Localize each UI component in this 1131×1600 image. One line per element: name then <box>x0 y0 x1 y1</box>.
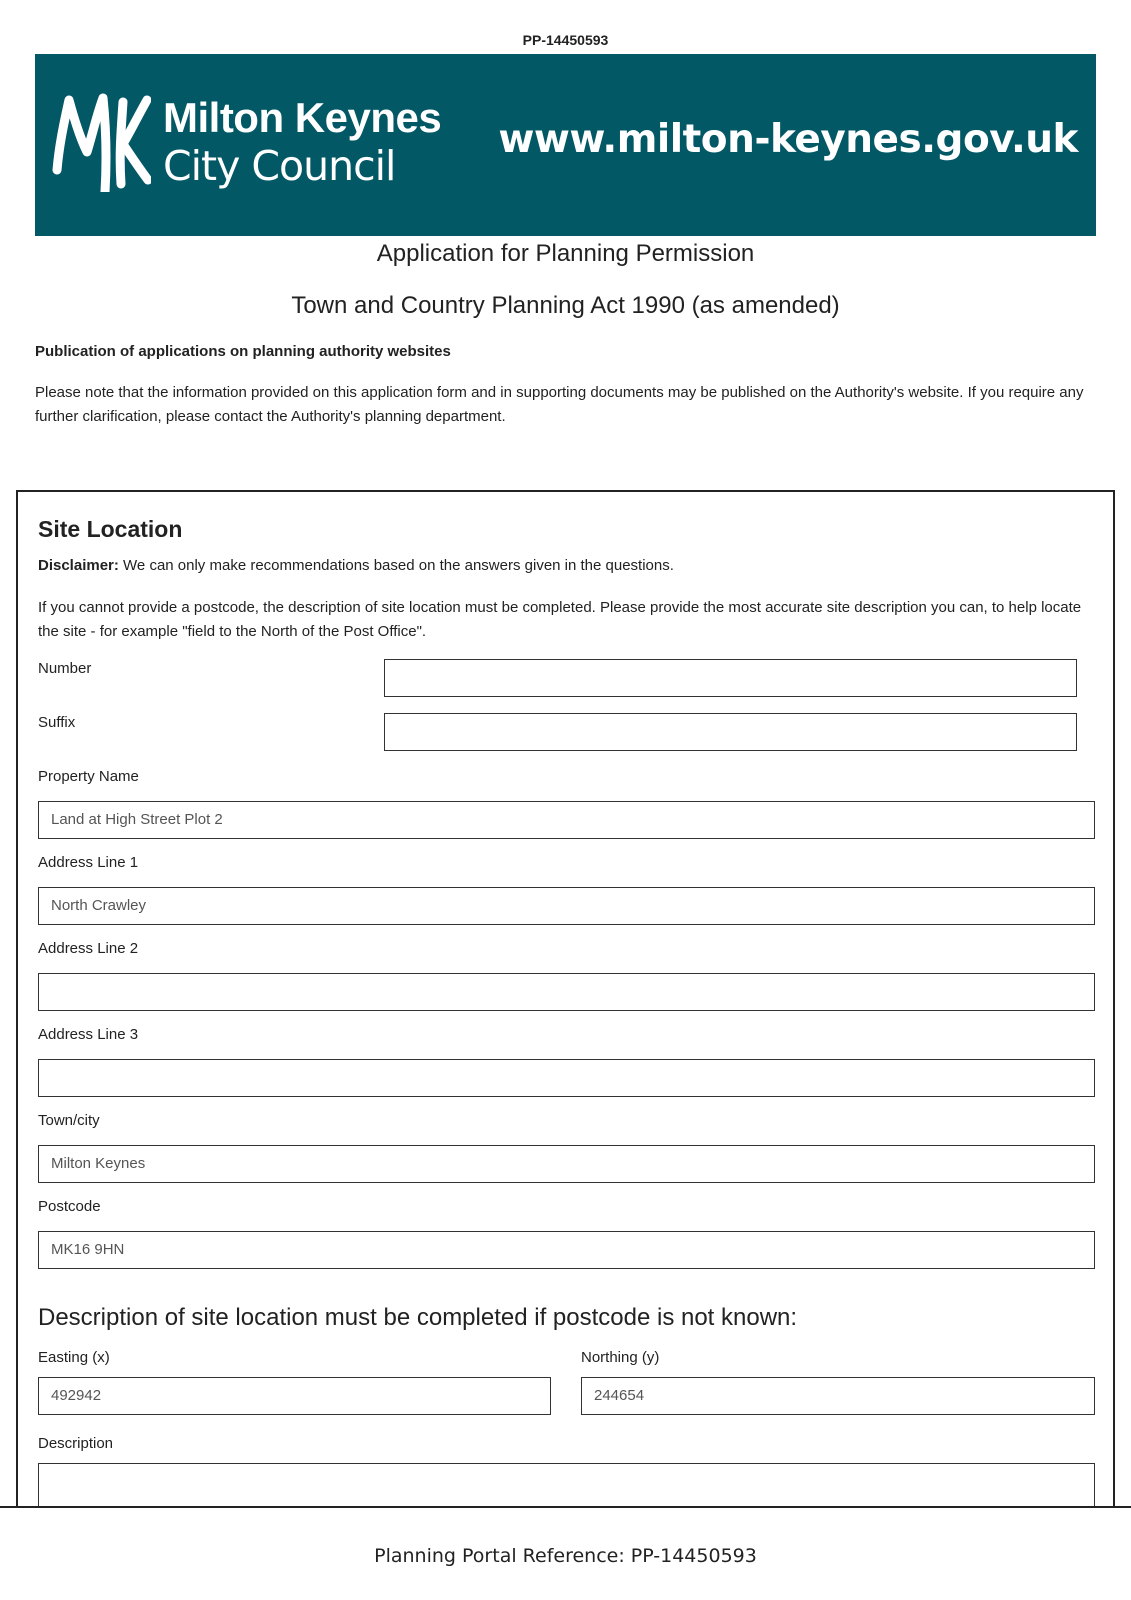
suffix-field[interactable] <box>384 713 1077 751</box>
site-location-section <box>16 490 1115 1600</box>
northing-label: Northing (y) <box>581 1349 660 1366</box>
disclaimer-text: We can only make recommendations based on the answers given in the questions. <box>118 557 674 574</box>
easting-field[interactable]: 492942 <box>38 1377 551 1415</box>
section-title: Site Location <box>38 516 183 542</box>
address-line-2-label: Address Line 2 <box>38 940 139 957</box>
postcode-field[interactable]: MK16 9HN <box>38 1231 1095 1269</box>
town-city-field[interactable]: Milton Keynes <box>38 1145 1095 1183</box>
council-banner <box>35 54 1096 236</box>
description-label: Description <box>38 1435 114 1452</box>
suffix-label: Suffix <box>38 714 76 731</box>
address-line-1-field[interactable]: North Crawley <box>38 887 1095 925</box>
address-line-3-label: Address Line 3 <box>38 1026 139 1043</box>
description-heading: Description of site location must be completed if postcode is not known: <box>38 1304 798 1331</box>
town-city-label: Town/city <box>38 1112 100 1129</box>
footer-reference: Planning Portal Reference: PP-14450593 <box>374 1545 757 1567</box>
address-line-2-field[interactable] <box>38 973 1095 1011</box>
address-line-1-label: Address Line 1 <box>38 854 139 871</box>
website-url: www.milton-keynes.gov.uk <box>498 117 1078 162</box>
publication-heading: Publication of applications on planning authority websites <box>35 343 451 360</box>
number-label: Number <box>38 660 92 677</box>
top-reference: PP-14450593 <box>522 32 609 48</box>
logo-subtitle: City Council <box>163 142 396 190</box>
logo-name: Milton Keynes <box>163 94 442 141</box>
form-title: Application for Planning Permission <box>376 240 755 267</box>
mk-logo-icon <box>51 92 151 192</box>
postcode-label: Postcode <box>38 1198 101 1215</box>
disclaimer <box>38 557 674 574</box>
property-name-label: Property Name <box>38 768 139 785</box>
number-field[interactable] <box>384 659 1077 697</box>
act-title: Town and Country Planning Act 1990 (as amended) <box>291 292 840 319</box>
property-name-field[interactable]: Land at High Street Plot 2 <box>38 801 1095 839</box>
publication-text: Please note that the information provided on this application form and in supporting documents may be published on the Authority's website. If you require any further clarification, please contact the Authority's planning department. <box>35 384 1084 425</box>
help-text: If you cannot provide a postcode, the description of site location must be completed. Please provide the most accurate site description you can, to help locate the site - for example "field to the North of the Post Office". <box>38 599 1082 640</box>
disclaimer-label: Disclaimer: <box>38 557 119 574</box>
easting-label: Easting (x) <box>38 1349 110 1366</box>
northing-field[interactable]: 244654 <box>581 1377 1095 1415</box>
address-line-3-field[interactable] <box>38 1059 1095 1097</box>
